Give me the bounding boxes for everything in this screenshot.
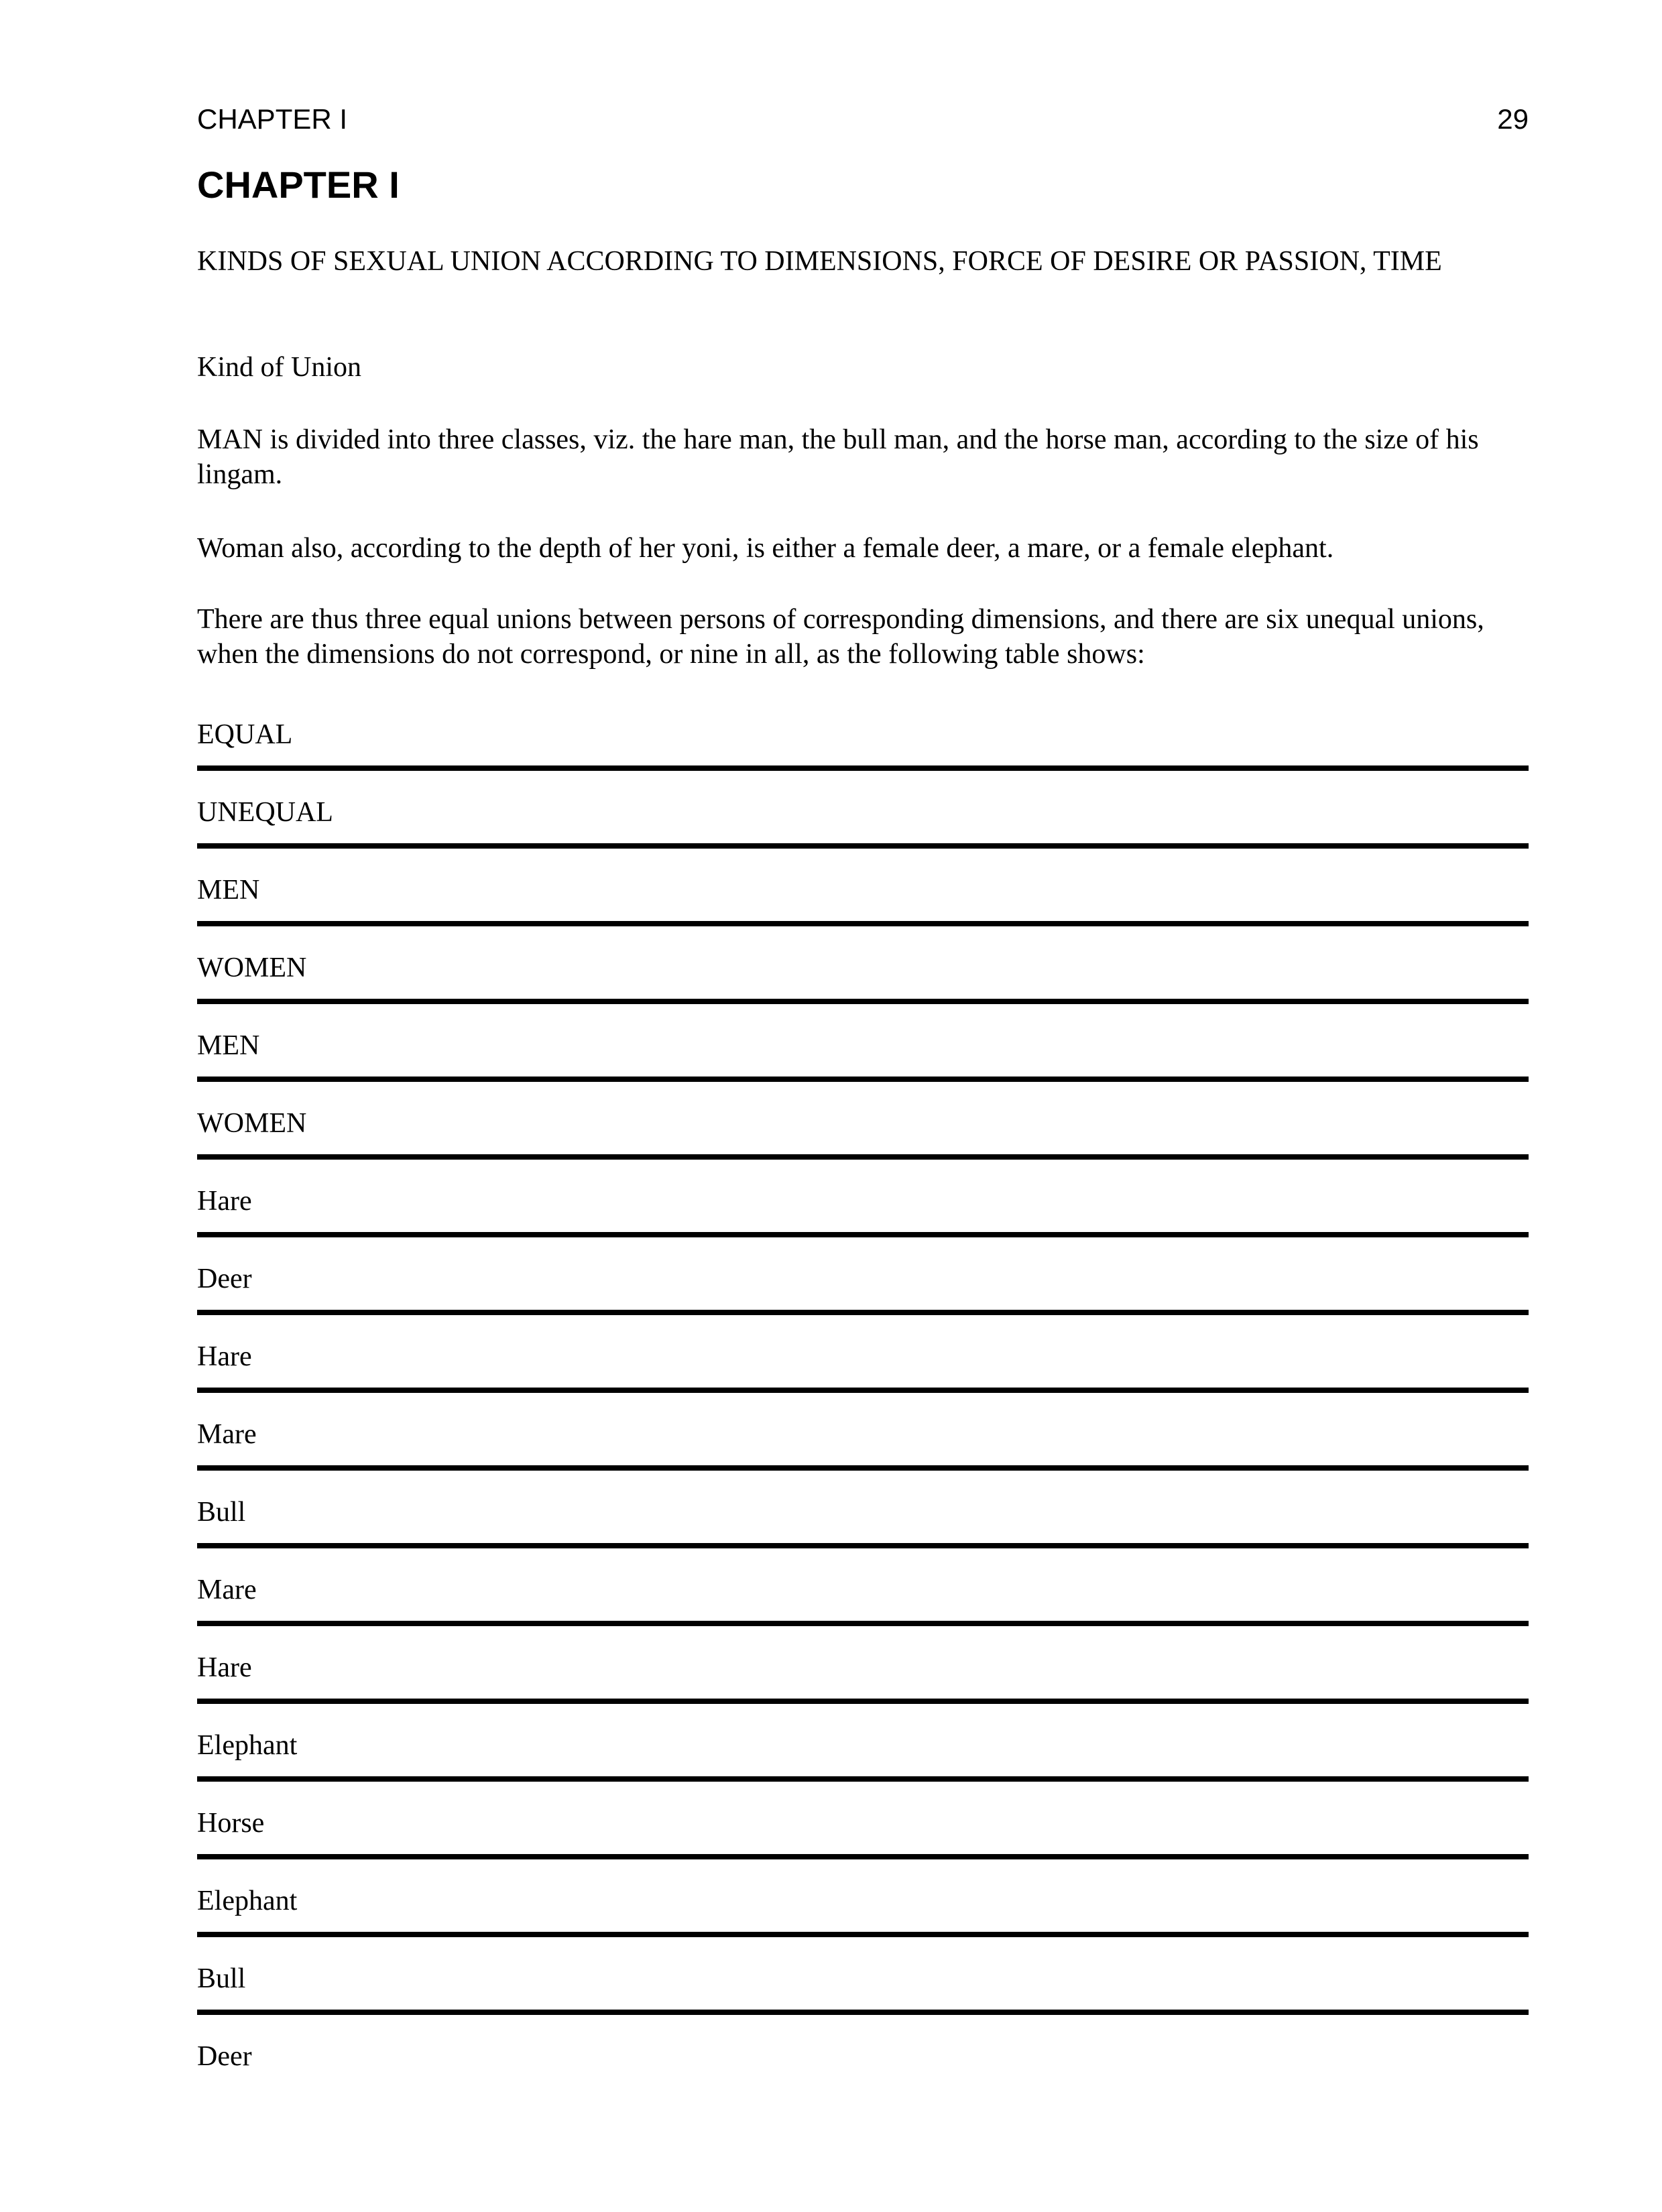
table-cell: WOMEN	[197, 1108, 307, 1139]
chapter-heading: CHAPTER I	[197, 164, 400, 206]
table-row	[197, 863, 1529, 941]
table-row	[197, 1874, 1529, 1952]
table-row	[197, 941, 1529, 1019]
running-header	[197, 99, 1529, 139]
table-row	[197, 1330, 1529, 1408]
table-row	[197, 708, 1529, 786]
table-cell: Horse	[197, 1808, 265, 1839]
table-cell: Deer	[197, 2041, 252, 2072]
paragraph-1: MAN is divided into three classes, viz. the hare man, the bull man, and the horse man, according to the size of his lingam.	[197, 424, 1479, 490]
table-row	[197, 2030, 1529, 2107]
section-title: Kind of Union	[197, 352, 361, 383]
table-cell: WOMEN	[197, 953, 307, 983]
table-cell: Hare	[197, 1186, 252, 1217]
row-divider	[197, 2010, 1529, 2015]
table-row	[197, 1408, 1529, 1485]
row-divider	[197, 1699, 1529, 1704]
table-row	[197, 1485, 1529, 1563]
row-divider	[197, 1932, 1529, 1937]
table-row	[197, 1097, 1529, 1174]
table-cell: Mare	[197, 1575, 257, 1605]
row-divider	[197, 1232, 1529, 1237]
table-cell: MEN	[197, 1030, 260, 1061]
table-row	[197, 786, 1529, 863]
table-cell: Hare	[197, 1341, 252, 1372]
table-row	[197, 1952, 1529, 2030]
table-cell: Deer	[197, 1264, 252, 1294]
table-cell: MEN	[197, 875, 260, 906]
table-row	[197, 1252, 1529, 1330]
table-cell: Bull	[197, 1963, 246, 1994]
table-cell: Hare	[197, 1652, 252, 1683]
table-row	[197, 1174, 1529, 1252]
table-cell: EQUAL	[197, 719, 293, 750]
table-cell: Bull	[197, 1497, 246, 1528]
row-divider	[197, 1854, 1529, 1859]
paragraph-2: Woman also, according to the depth of her yoni, is either a female deer, a mare, or a female elephant.	[197, 533, 1334, 564]
row-divider	[197, 1310, 1529, 1315]
row-divider	[197, 1154, 1529, 1160]
table-row	[197, 1019, 1529, 1097]
row-divider	[197, 999, 1529, 1004]
table-cell: Elephant	[197, 1886, 298, 1916]
table-row	[197, 1719, 1529, 1796]
row-divider	[197, 765, 1529, 771]
row-divider	[197, 1621, 1529, 1626]
row-divider	[197, 1776, 1529, 1782]
dimension-table	[197, 708, 1529, 2107]
paragraph-3: There are thus three equal unions between persons of corresponding dimensions, and there are six unequal unions, when the dimensions do not correspond, or nine in all, as the following table shows:	[197, 604, 1484, 670]
table-row	[197, 1796, 1529, 1874]
page-number: 29	[1497, 103, 1529, 135]
row-divider	[197, 921, 1529, 926]
row-divider	[197, 1543, 1529, 1548]
table-row	[197, 1641, 1529, 1719]
running-title: CHAPTER I	[197, 103, 348, 135]
table-cell: Elephant	[197, 1730, 298, 1761]
row-divider	[197, 1465, 1529, 1471]
table-cell: Mare	[197, 1419, 257, 1450]
row-divider	[197, 1388, 1529, 1393]
table-cell: UNEQUAL	[197, 797, 333, 828]
row-divider	[197, 843, 1529, 849]
table-row	[197, 1563, 1529, 1641]
chapter-subtitle: KINDS OF SEXUAL UNION ACCORDING TO DIMENSIONS, FORCE OF DESIRE OR PASSION, TIME	[197, 246, 1442, 277]
row-divider	[197, 1077, 1529, 1082]
